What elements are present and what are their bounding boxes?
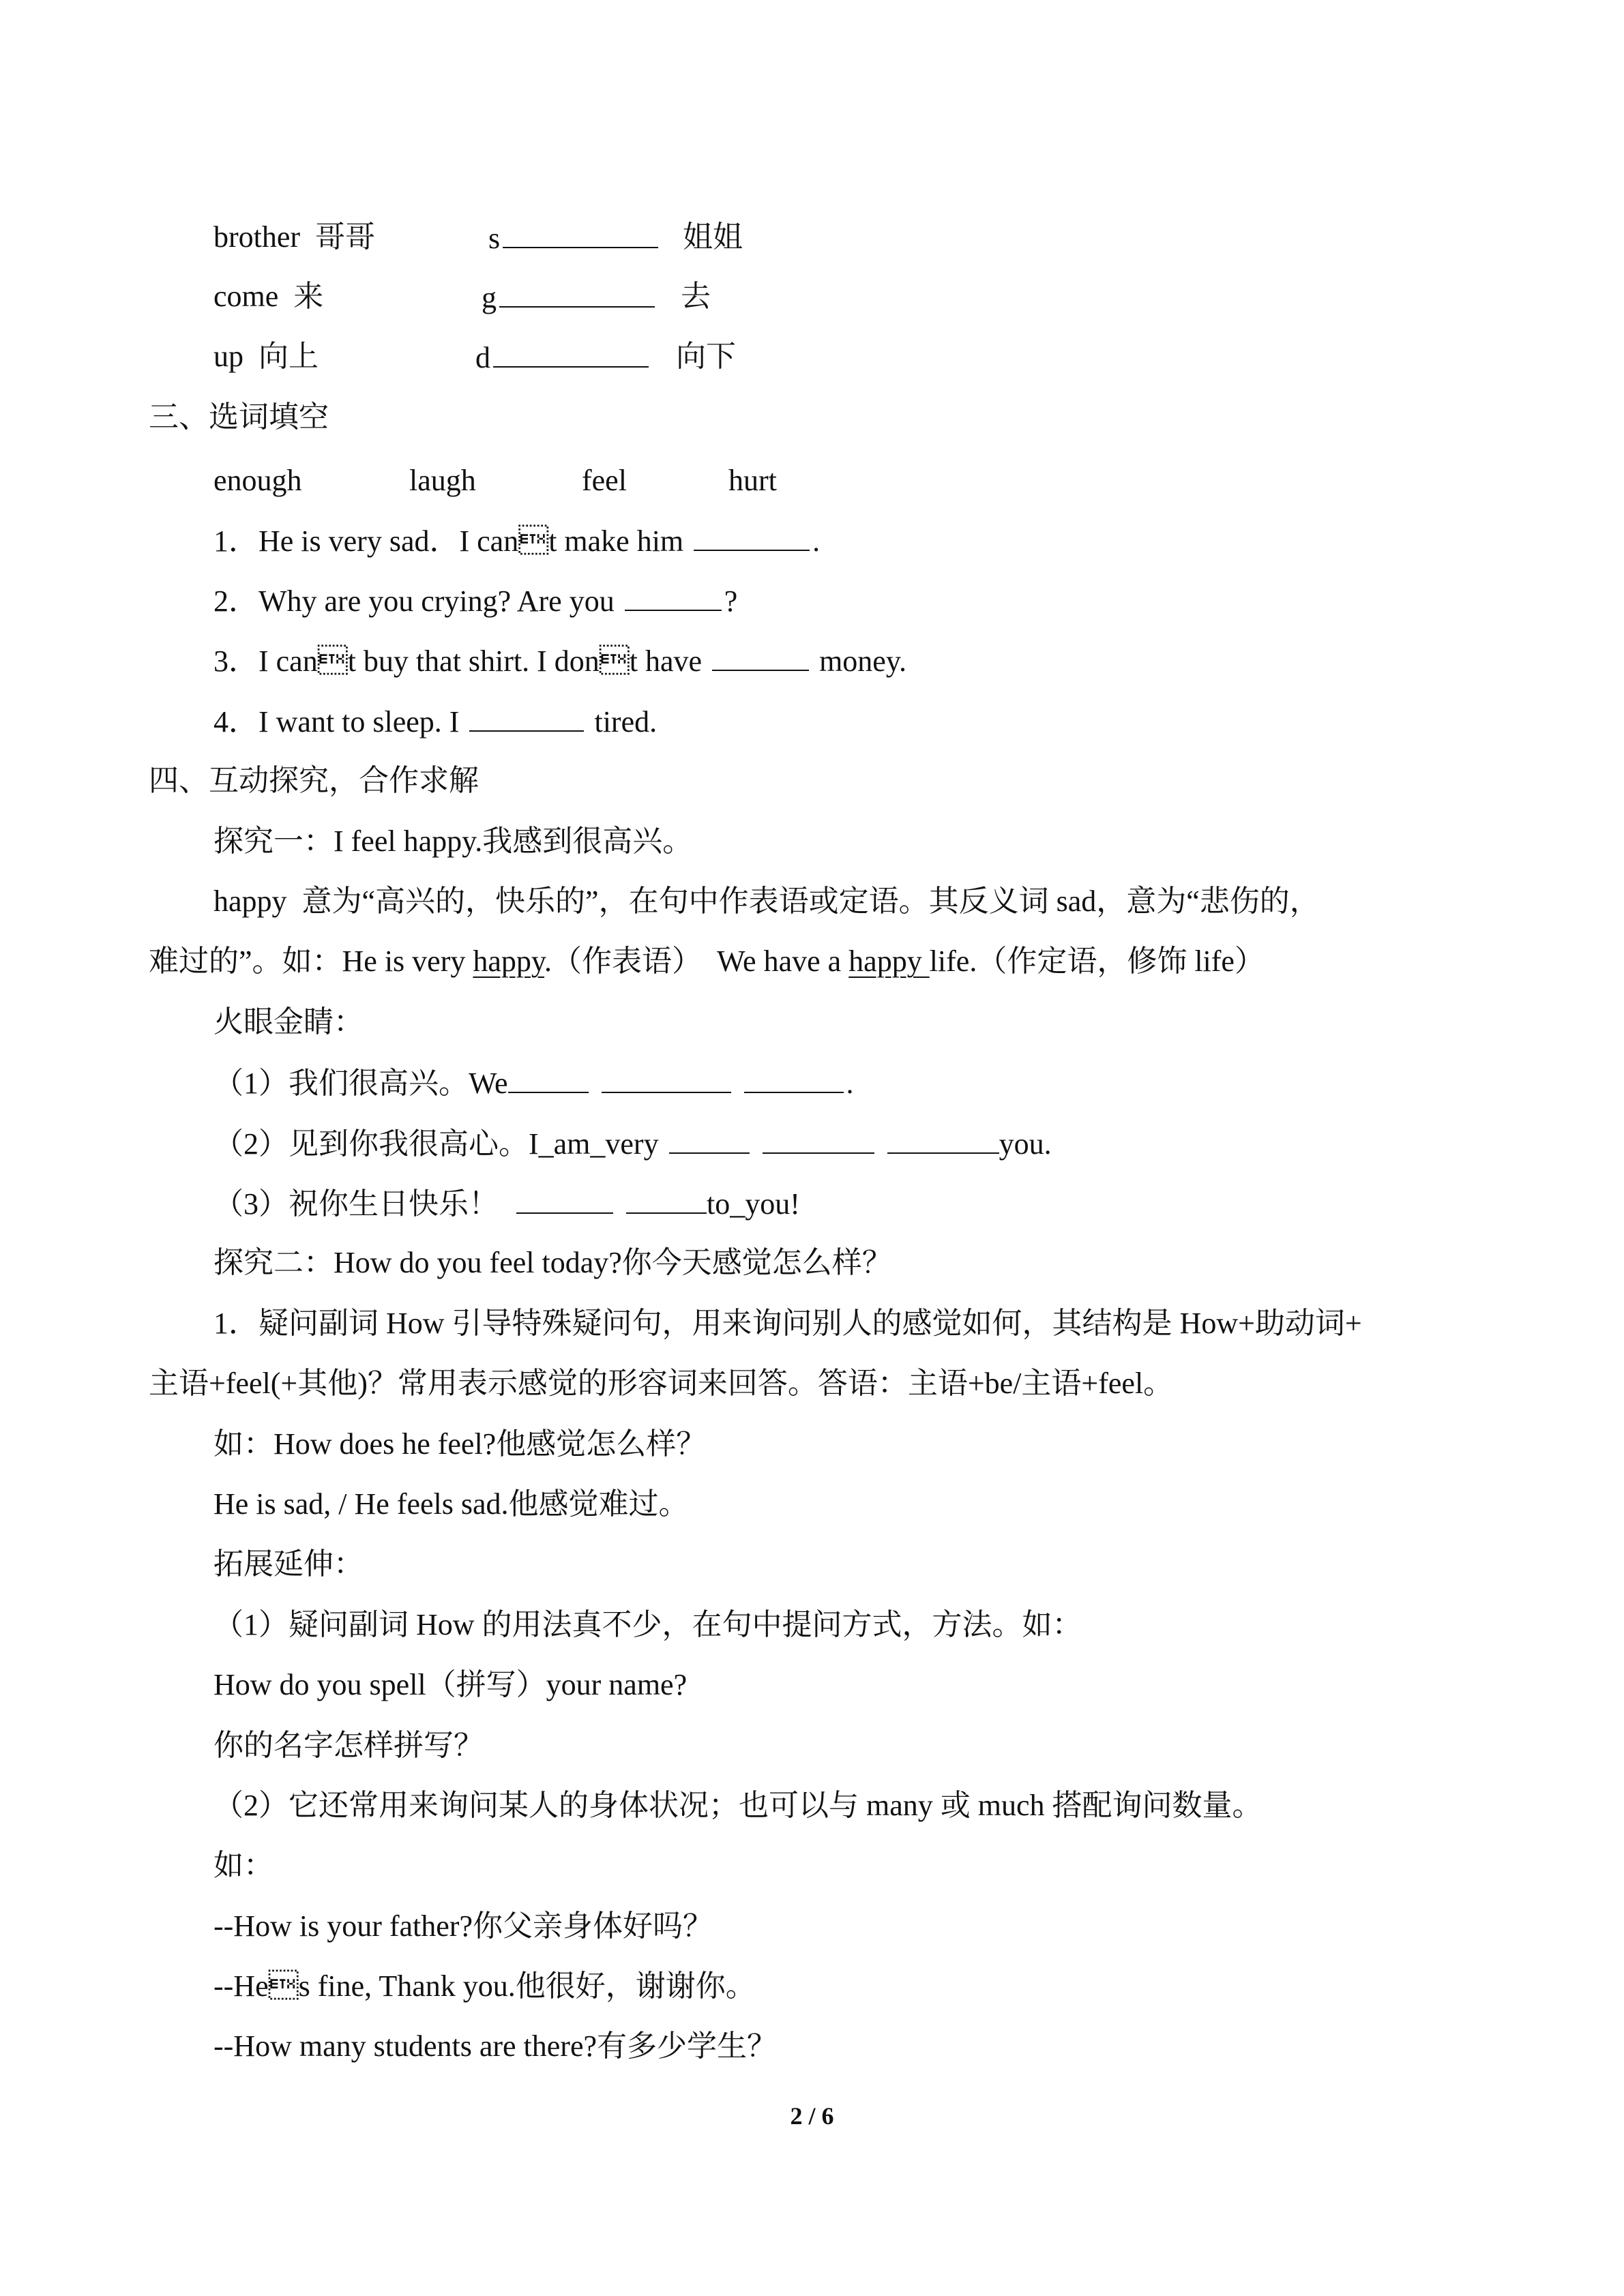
- question-2: 2．Why are you crying? Are you ?: [213, 580, 737, 621]
- antonym-blank-2: [482, 276, 658, 318]
- answer-blank[interactable]: [712, 640, 809, 671]
- exercise-2: （2）见到你我很高心。I_am_very you.: [213, 1122, 1052, 1163]
- answer-blank[interactable]: [516, 1182, 613, 1214]
- word-bank-4: hurt: [728, 464, 777, 497]
- answer-blank[interactable]: [469, 700, 584, 732]
- answer-blank[interactable]: [763, 1122, 874, 1154]
- dialogue-line-2: --Hes fine, Thank you.他很好，谢谢你。: [213, 1969, 756, 2003]
- inquiry-2-example-1: 如：How does he feel?他感觉怎么样？: [213, 1427, 707, 1461]
- answer-blank[interactable]: [669, 1122, 750, 1154]
- answer-blank[interactable]: [887, 1122, 999, 1154]
- extension-example-1: How do you spell（拼写）your name?: [213, 1668, 688, 1701]
- extension-title: 拓展延伸：: [213, 1547, 364, 1581]
- inquiry-2-example-2: He is sad, / He feels sad.他感觉难过。: [213, 1487, 689, 1521]
- inquiry-1-paragraph-1: happy 意为“高兴的，快乐的”，在句中作表语或定语。其反义词 sad，意为“悲伤的，: [213, 884, 1320, 918]
- antonym-meaning-2: 去: [681, 280, 711, 313]
- answer-blank[interactable]: [694, 520, 810, 551]
- answer-blank[interactable]: [508, 1062, 589, 1093]
- antonym-meaning-3: 向下: [676, 340, 736, 373]
- extension-1: （1）疑问副词 How 的用法真不少，在句中提问方式，方法。如：: [213, 1608, 1082, 1641]
- page-number: 2 / 6: [790, 2102, 834, 2130]
- antonym-word-3: up 向上: [213, 340, 319, 373]
- antonym-letter: g: [482, 281, 497, 314]
- word-bank-1: enough: [213, 464, 302, 497]
- exercise-3: （3）祝你生日快乐！ to_you!: [213, 1182, 800, 1223]
- question-1: 1．He is very sad．I cant make him .: [213, 520, 820, 561]
- inquiry-2-paragraph-2: 主语+feel(+其他)？常用表示感觉的形容词来回答。答语：主语+be/主语+feel。: [149, 1367, 1174, 1400]
- inquiry-2-title: 探究二：How do you feel today?你今天感觉怎么样？: [213, 1246, 892, 1279]
- eye-exercise-title: 火眼金睛：: [213, 1005, 364, 1039]
- antonym-word-1: brother 哥哥: [213, 220, 376, 254]
- exercise-1: （1）我们很高兴。We .: [213, 1062, 854, 1103]
- word-bank-2: laugh: [409, 464, 476, 497]
- section-3-heading: 三、选词填空: [149, 400, 329, 434]
- question-3: 3．I cant buy that shirt. I dont have money.: [213, 640, 906, 681]
- antonym-blank-1: [488, 217, 661, 259]
- extension-2: （2）它还常用来询问某人的身体状况；也可以与 many 或 much 搭配询问数量。: [213, 1789, 1263, 1822]
- inquiry-2-paragraph-1: 1．疑问副词 How 引导特殊疑问句，用来询问别人的感觉如何，其结构是 How+助动词+: [213, 1307, 1362, 1340]
- answer-blank[interactable]: [625, 580, 722, 611]
- answer-blank[interactable]: [602, 1062, 731, 1093]
- antonym-letter: s: [488, 222, 501, 255]
- dialogue-line-1: --How is your father?你父亲身体好吗？: [213, 1909, 713, 1943]
- answer-blank[interactable]: [626, 1182, 707, 1214]
- antonym-letter: d: [475, 341, 490, 374]
- antonym-blank-3: [475, 336, 651, 378]
- question-4: 4．I want to sleep. I tired.: [213, 700, 657, 741]
- inquiry-1-paragraph-2: 难过的”。如：He is very happy.（作表语） We have a happy life.（作定语，修饰 life）: [149, 944, 1265, 978]
- extension-example-label: 如：: [213, 1849, 274, 1882]
- section-4-heading: 四、互动探究，合作求解: [149, 764, 479, 797]
- antonym-meaning-1: 姐姐: [683, 220, 743, 254]
- word-bank-3: feel: [582, 464, 627, 497]
- answer-blank[interactable]: [744, 1062, 844, 1093]
- antonym-word-2: come 来: [213, 280, 324, 313]
- extension-example-1-translation: 你的名字怎样拼写？: [213, 1729, 484, 1762]
- dialogue-line-3: --How many students are there?有多少学生？: [213, 2029, 778, 2063]
- inquiry-1-title: 探究一：I feel happy.我感到很高兴。: [213, 824, 693, 858]
